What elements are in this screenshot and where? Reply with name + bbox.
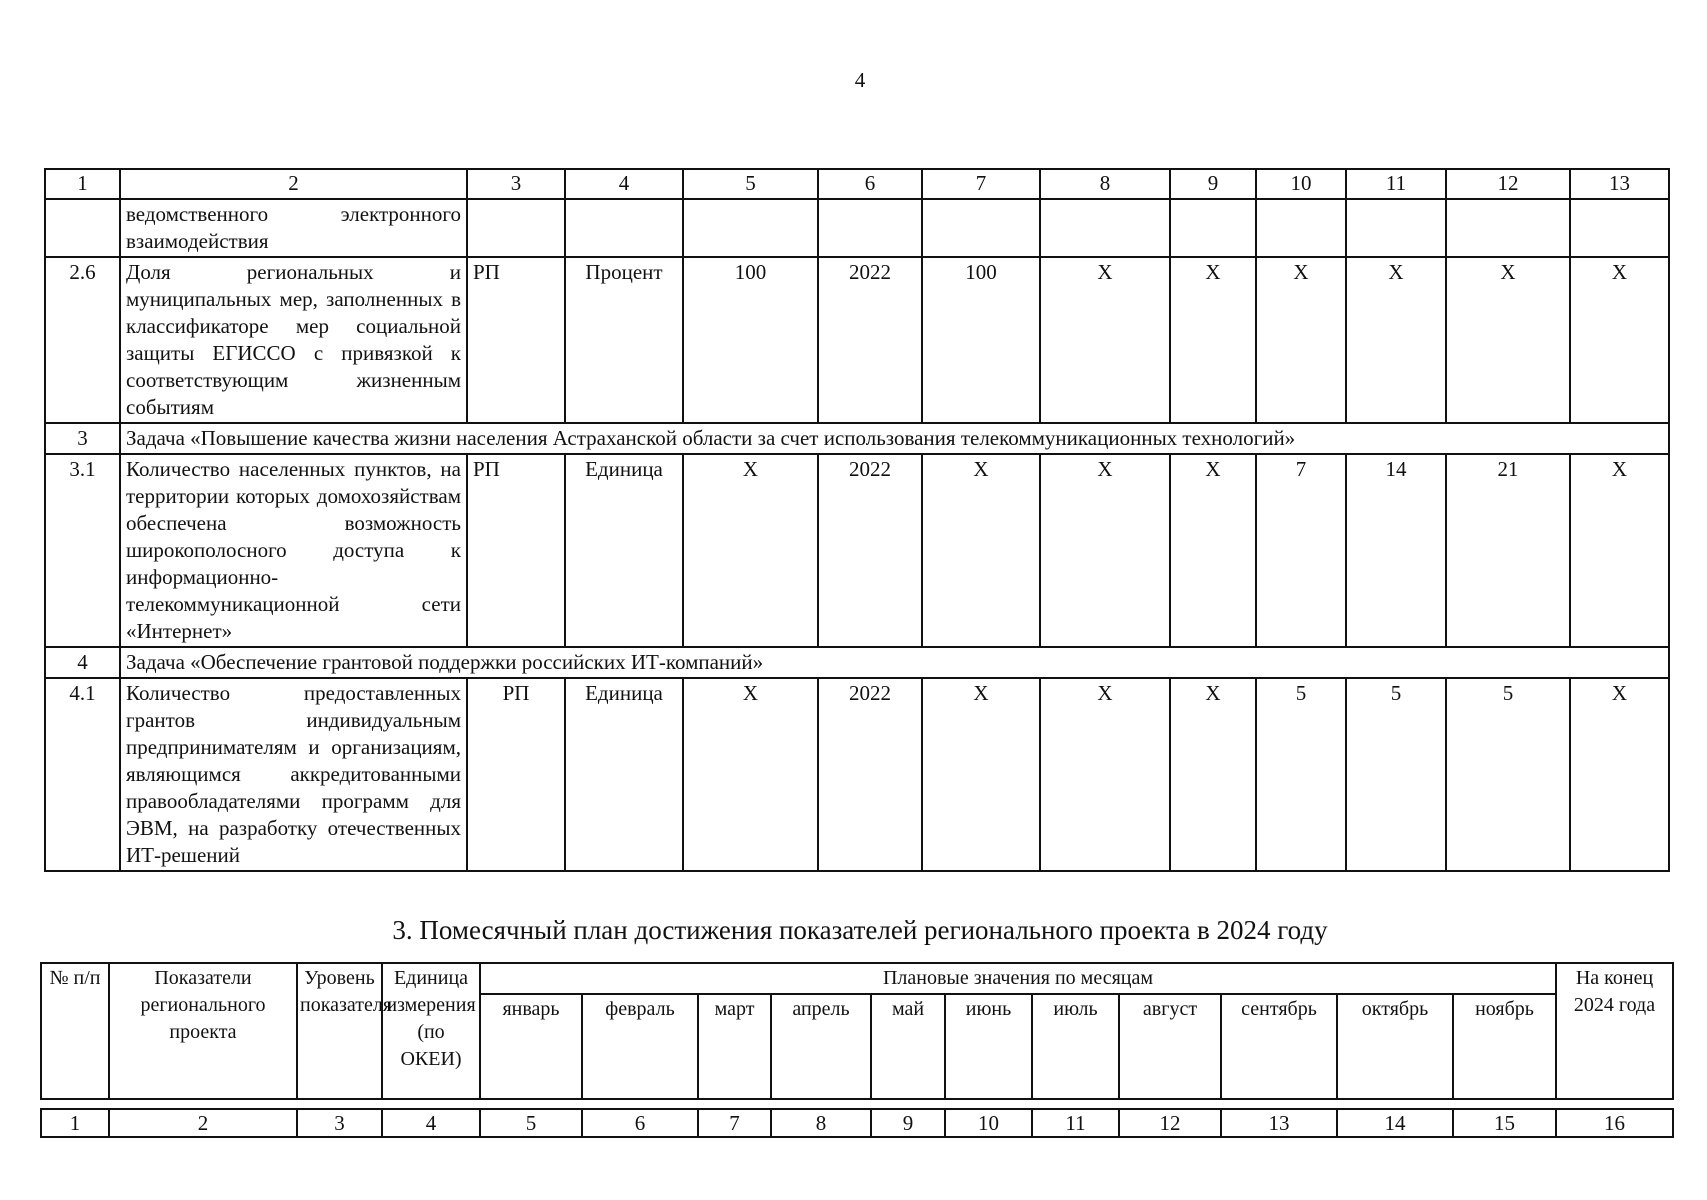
cell <box>1256 199 1346 257</box>
header-row <box>41 963 1673 994</box>
column-header-unit: Единица измерения (по ОКЕИ) <box>382 963 480 1099</box>
column-number: 11 <box>1032 1109 1119 1137</box>
cell <box>922 199 1040 257</box>
column-header-indicator: Показатели регионального проекта <box>109 963 297 1099</box>
header-cell: 10 <box>1256 169 1346 199</box>
column-numbers-table <box>40 1108 1674 1138</box>
indicator-level: РП <box>467 454 565 647</box>
header-cell: 7 <box>922 169 1040 199</box>
value-cell: X <box>1570 257 1669 423</box>
table-row <box>45 199 1669 257</box>
header-cell: 3 <box>467 169 565 199</box>
header-cell: 4 <box>565 169 683 199</box>
value-cell: 7 <box>1256 454 1346 647</box>
column-number: 12 <box>1119 1109 1221 1137</box>
column-header-level: Уровень показателя <box>297 963 382 1099</box>
table-row <box>45 257 1669 423</box>
cell <box>1570 199 1669 257</box>
cell <box>1040 199 1170 257</box>
value-cell: X <box>1040 678 1170 871</box>
header-cell: 1 <box>45 169 120 199</box>
indicator-name: Количество населенных пунктов, на территории которых домохозяйствам обеспечена возможность широкополосного доступа к информационно-телекоммуникационной сети «Интернет» <box>120 454 467 647</box>
header-cell: 5 <box>683 169 818 199</box>
task-row <box>45 423 1669 454</box>
header-cell: 8 <box>1040 169 1170 199</box>
indicator-name: Количество предоставленных грантов индивидуальным предпринимателям и организациям, являющимся аккредитованными правообладателями программ для ЭВМ, на разработку отечественных ИТ-решений <box>120 678 467 871</box>
column-number: 2 <box>109 1109 297 1137</box>
month-header: май <box>871 994 945 1099</box>
cell <box>1170 199 1256 257</box>
month-header: апрель <box>771 994 871 1099</box>
row-number <box>45 199 120 257</box>
row-number: 3.1 <box>45 454 120 647</box>
value-cell: X <box>1570 678 1669 871</box>
header-row <box>45 169 1669 199</box>
month-header: октябрь <box>1337 994 1453 1099</box>
value-cell: X <box>1170 454 1256 647</box>
value-cell: X <box>683 454 818 647</box>
value-cell: X <box>1256 257 1346 423</box>
month-header: август <box>1119 994 1221 1099</box>
column-number: 13 <box>1221 1109 1337 1137</box>
cell <box>683 199 818 257</box>
value-cell: 2022 <box>818 454 922 647</box>
column-numbers-row <box>41 1109 1673 1137</box>
task-number: 3 <box>45 423 120 454</box>
indicator-unit: Единица <box>565 454 683 647</box>
value-cell: X <box>1346 257 1446 423</box>
value-cell: X <box>1040 454 1170 647</box>
value-cell: 21 <box>1446 454 1570 647</box>
value-cell: X <box>1446 257 1570 423</box>
column-header-number: № п/п <box>41 963 109 1099</box>
column-number: 5 <box>480 1109 582 1137</box>
value-cell: 2022 <box>818 257 922 423</box>
value-cell: X <box>1040 257 1170 423</box>
month-header: ноябрь <box>1453 994 1556 1099</box>
row-number: 4.1 <box>45 678 120 871</box>
value-cell: 14 <box>1346 454 1446 647</box>
column-header-year-end: На конец 2024 года <box>1556 963 1673 1099</box>
column-number: 7 <box>698 1109 771 1137</box>
column-number: 14 <box>1337 1109 1453 1137</box>
column-number: 16 <box>1556 1109 1673 1137</box>
column-header-planned: Плановые значения по месяцам <box>480 963 1556 994</box>
indicator-level: РП <box>467 257 565 423</box>
value-cell: X <box>1170 678 1256 871</box>
value-cell: 100 <box>922 257 1040 423</box>
value-cell: X <box>922 678 1040 871</box>
value-cell: 2022 <box>818 678 922 871</box>
column-number: 10 <box>945 1109 1032 1137</box>
page-number: 4 <box>854 68 866 92</box>
monthly-plan-header-table <box>40 962 1674 1100</box>
value-cell: X <box>1570 454 1669 647</box>
task-number: 4 <box>45 647 120 678</box>
month-header: январь <box>480 994 582 1099</box>
indicator-unit: Процент <box>565 257 683 423</box>
value-cell: X <box>1170 257 1256 423</box>
column-number: 3 <box>297 1109 382 1137</box>
cell <box>1346 199 1446 257</box>
indicator-name: ведомственного электронного взаимодействия <box>120 199 467 257</box>
column-number: 9 <box>871 1109 945 1137</box>
column-number: 15 <box>1453 1109 1556 1137</box>
row-number: 2.6 <box>45 257 120 423</box>
task-title: Задача «Повышение качества жизни населения Астраханской области за счет использования телекоммуникационных технологий» <box>120 423 1669 454</box>
header-cell: 2 <box>120 169 467 199</box>
header-cell: 6 <box>818 169 922 199</box>
indicator-level: РП <box>467 678 565 871</box>
cell <box>1446 199 1570 257</box>
month-header: сентябрь <box>1221 994 1337 1099</box>
value-cell: X <box>922 454 1040 647</box>
indicator-name: Доля региональных и муниципальных мер, заполненных в классификаторе мер социальной защиты ЕГИССО с привязкой к соответствующим жизненным событиям <box>120 257 467 423</box>
cell <box>565 199 683 257</box>
task-title: Задача «Обеспечение грантовой поддержки российских ИТ-компаний» <box>120 647 1669 678</box>
cell <box>467 199 565 257</box>
header-cell: 13 <box>1570 169 1669 199</box>
value-cell: X <box>683 678 818 871</box>
table-row <box>45 678 1669 871</box>
column-number: 6 <box>582 1109 698 1137</box>
value-cell: 100 <box>683 257 818 423</box>
cell <box>818 199 922 257</box>
column-number: 8 <box>771 1109 871 1137</box>
indicator-unit: Единица <box>565 678 683 871</box>
column-number: 4 <box>382 1109 480 1137</box>
header-cell: 9 <box>1170 169 1256 199</box>
month-header: июль <box>1032 994 1119 1099</box>
value-cell: 5 <box>1346 678 1446 871</box>
month-header: июнь <box>945 994 1032 1099</box>
month-header: март <box>698 994 771 1099</box>
task-row <box>45 647 1669 678</box>
value-cell: 5 <box>1256 678 1346 871</box>
indicators-table <box>44 168 1670 872</box>
header-cell: 12 <box>1446 169 1570 199</box>
table-row <box>45 454 1669 647</box>
section-title: 3. Помесячный план достижения показателей регионального проекта в 2024 году <box>392 915 1328 945</box>
column-number: 1 <box>41 1109 109 1137</box>
header-cell: 11 <box>1346 169 1446 199</box>
month-header: февраль <box>582 994 698 1099</box>
value-cell: 5 <box>1446 678 1570 871</box>
